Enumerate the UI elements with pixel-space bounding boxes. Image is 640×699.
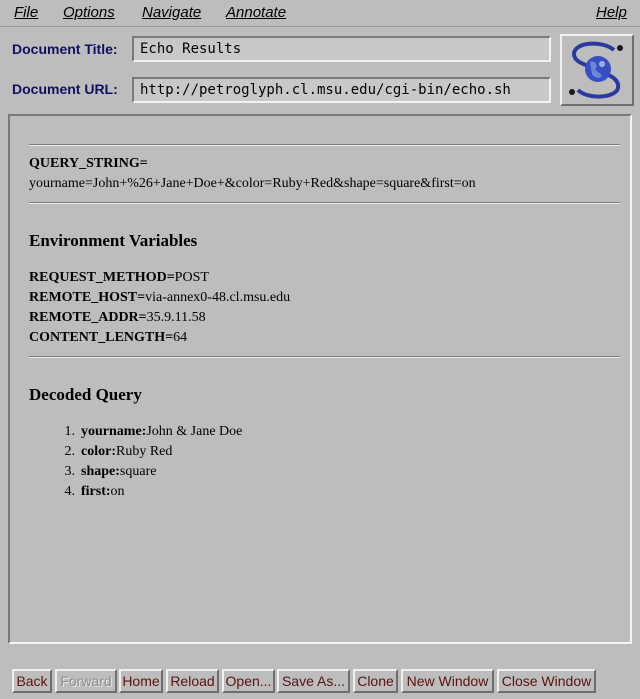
open-button[interactable]: Open... bbox=[222, 669, 275, 693]
decoded-list-item: 1. yourname:John & Jane Doe bbox=[64, 424, 243, 439]
forward-button[interactable]: Forward bbox=[55, 669, 117, 693]
menu-navigate[interactable]: Navigate bbox=[142, 4, 202, 21]
query-string-value: yourname=John+%26+Jane+Doe+&color=Ruby+Red&shape=square&first=on bbox=[29, 176, 476, 191]
menu-bar bbox=[0, 0, 640, 27]
decoded-heading: Decoded Query bbox=[29, 385, 142, 404]
reload-button[interactable]: Reload bbox=[166, 669, 219, 693]
home-button[interactable]: Home bbox=[119, 669, 163, 693]
decoded-list-item: 3. shape:square bbox=[64, 464, 157, 479]
close-window-button[interactable]: Close Window bbox=[497, 669, 596, 693]
document-view[interactable] bbox=[8, 114, 632, 644]
divider bbox=[29, 144, 620, 146]
menu-annotate[interactable]: Annotate bbox=[226, 4, 287, 21]
menu-options[interactable]: Options bbox=[63, 4, 115, 21]
document-url-label: Document URL: bbox=[12, 81, 118, 97]
query-string-label: QUERY_STRING= bbox=[29, 156, 148, 171]
logo-button[interactable] bbox=[560, 34, 634, 106]
menu-file[interactable]: File bbox=[14, 4, 39, 21]
document-title-label: Document Title: bbox=[12, 41, 118, 57]
divider bbox=[29, 202, 620, 204]
env-var-row: REMOTE_ADDR=35.9.11.58 bbox=[29, 310, 206, 325]
document-title-field[interactable]: Echo Results bbox=[132, 36, 551, 62]
document-url-field[interactable]: http://petroglyph.cl.msu.edu/cgi-bin/echo.sh bbox=[132, 77, 551, 103]
new-window-button[interactable]: New Window bbox=[401, 669, 494, 693]
env-heading: Environment Variables bbox=[29, 231, 198, 250]
env-var-row: CONTENT_LENGTH=64 bbox=[29, 330, 188, 345]
decoded-list-item: 2. color:Ruby Red bbox=[64, 444, 173, 459]
menu-help[interactable]: Help bbox=[596, 4, 627, 21]
clone-button[interactable]: Clone bbox=[353, 669, 398, 693]
decoded-list-item: 4. first:on bbox=[64, 484, 125, 499]
divider bbox=[29, 356, 620, 358]
back-button[interactable]: Back bbox=[12, 669, 52, 693]
globe-s-logo-icon bbox=[562, 36, 632, 104]
env-var-row: REQUEST_METHOD=POST bbox=[29, 270, 209, 285]
env-var-row: REMOTE_HOST=via-annex0-48.cl.msu.edu bbox=[29, 290, 291, 305]
save-as-button[interactable]: Save As... bbox=[277, 669, 350, 693]
